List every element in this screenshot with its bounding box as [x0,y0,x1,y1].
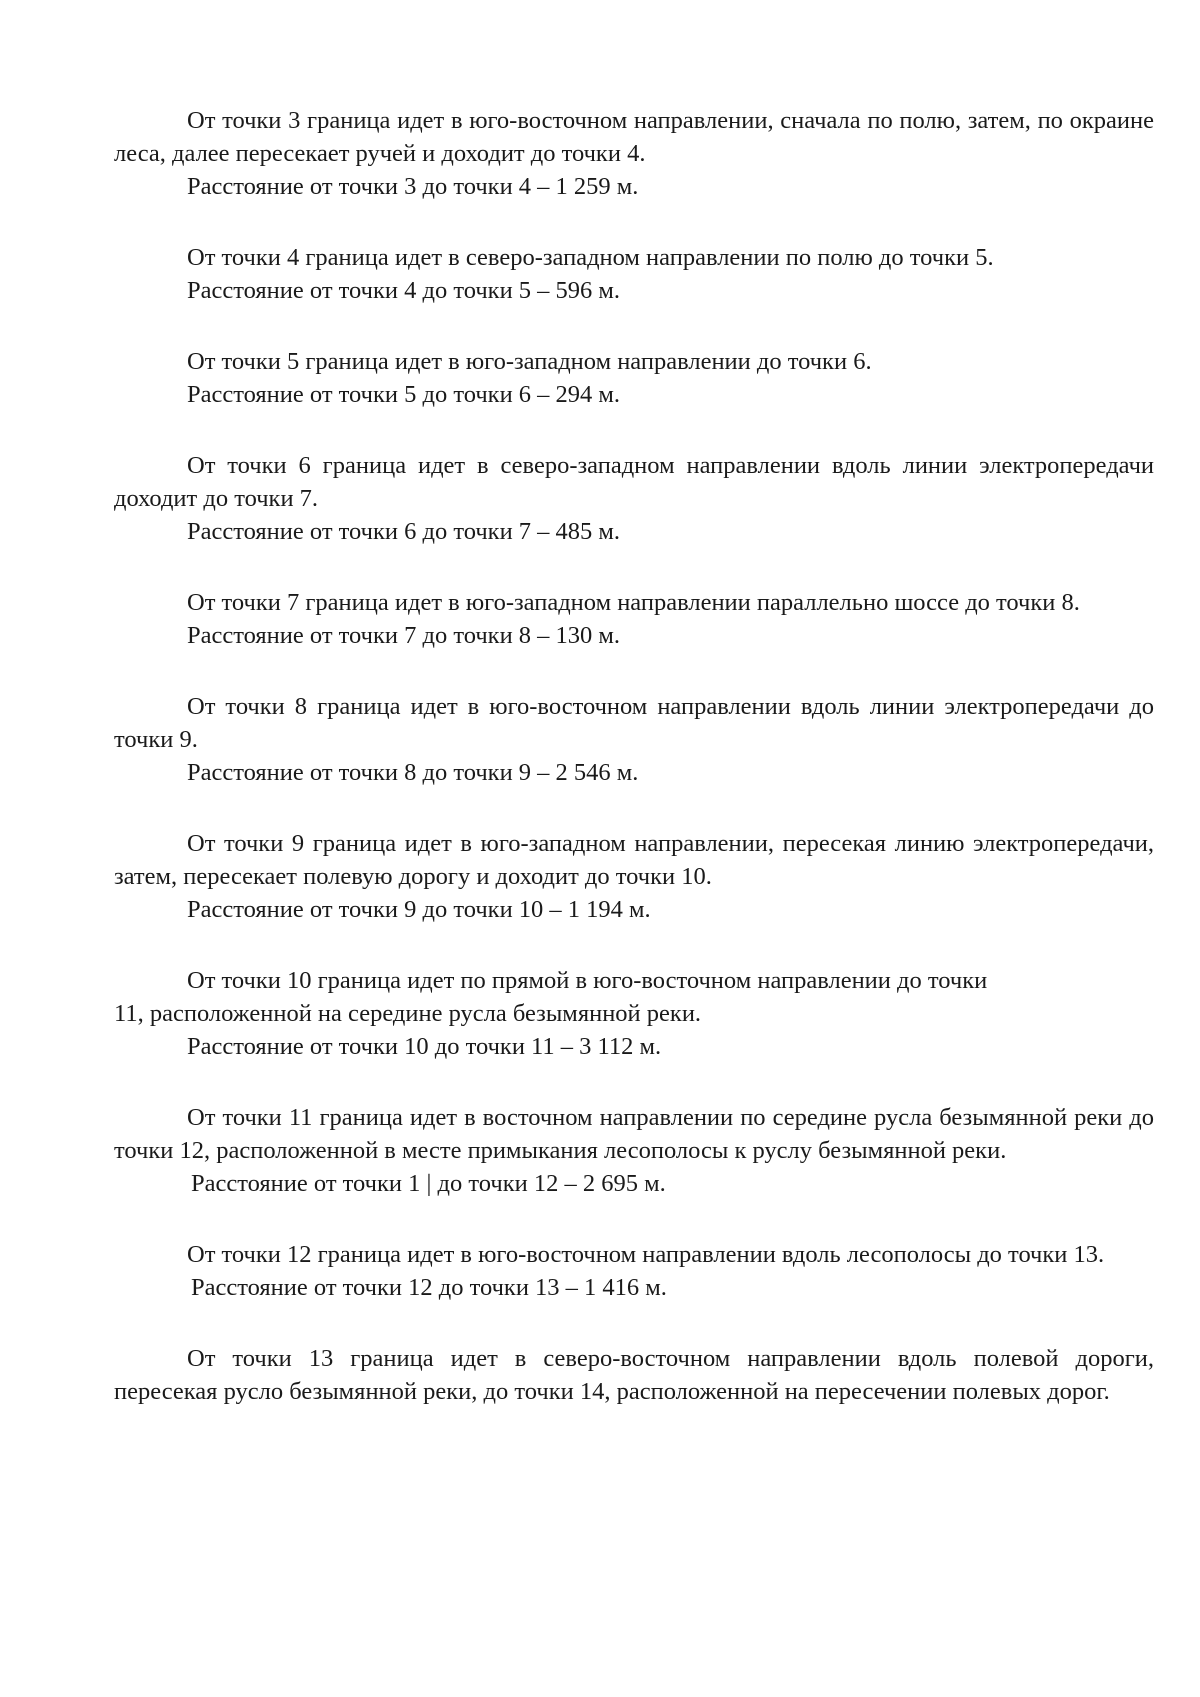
segment-description: От точки 9 граница идет в юго-западном направлении, пересекая линию электропередачи, затем, пересекает полевую дорогу и доходит до точки 10. [114,830,1154,890]
segment-distance: Расстояние от точки 6 до точки 7 – 485 м. [187,518,621,545]
segment-distance: Расстояние от точки 1 | до точки 12 – 2 695 м. [191,1170,666,1197]
segment-distance: Расстояние от точки 10 до точки 11 – 3 112 м. [187,1033,662,1060]
segment-distance: Расстояние от точки 12 до точки 13 – 1 416 м. [191,1274,667,1301]
segment-description: От точки 8 граница идет в юго-восточном направлении вдоль линии электропередачи до точки 9. [114,693,1154,753]
segment-12-13 [114,1238,1154,1304]
segment-description: От точки 13 граница идет в северо-восточном направлении вдоль полевой дороги, пересекая русло безымянной реки, до точки 14, расположенной на пересечении полевых дорог. [114,1345,1154,1405]
segment-9-10 [114,827,1154,926]
segment-distance: Расстояние от точки 8 до точки 9 – 2 546 м. [187,759,639,786]
segment-distance: Расстояние от точки 5 до точки 6 – 294 м. [187,381,621,408]
segment-description: От точки 10 граница идет по прямой в юго-восточном направлении до точки 11, расположенной на середине русла безымянной реки. [114,967,988,1027]
segment-distance: Расстояние от точки 3 до точки 4 – 1 259 м. [187,173,639,200]
document-body [114,104,1154,1446]
segment-description: От точки 7 граница идет в юго-западном направлении параллельно шоссе до точки 8. [187,589,1080,616]
segment-11-12 [114,1101,1154,1200]
segment-5-6 [114,345,1154,411]
segment-8-9 [114,690,1154,789]
segment-distance: Расстояние от точки 4 до точки 5 – 596 м. [187,277,621,304]
segment-distance: Расстояние от точки 7 до точки 8 – 130 м. [187,622,621,649]
segment-3-4 [114,104,1154,203]
segment-description: От точки 3 граница идет в юго-восточном направлении, сначала по полю, затем, по окраине леса, далее пересекает ручей и доходит до точки 4. [114,107,1154,167]
segment-description: От точки 6 граница идет в северо-западном направлении вдоль линии электропередачи доходит до точки 7. [114,452,1154,512]
segment-7-8 [114,586,1154,652]
segment-distance: Расстояние от точки 9 до точки 10 – 1 194 м. [187,896,651,923]
segment-10-11 [114,964,1154,1063]
segment-description: От точки 4 граница идет в северо-западном направлении по полю до точки 5. [187,244,994,271]
segment-description: От точки 12 граница идет в юго-восточном направлении вдоль лесополосы до точки 13. [187,1241,1105,1268]
segment-description: От точки 11 граница идет в восточном направлении по середине русла безымянной реки до точки 12, расположенной в месте примыкания лесополосы к руслу безымянной реки. [114,1104,1154,1164]
segment-6-7 [114,449,1154,548]
segment-4-5 [114,241,1154,307]
segment-description: От точки 5 граница идет в юго-западном направлении до точки 6. [187,348,872,375]
segment-13-14 [114,1342,1154,1408]
